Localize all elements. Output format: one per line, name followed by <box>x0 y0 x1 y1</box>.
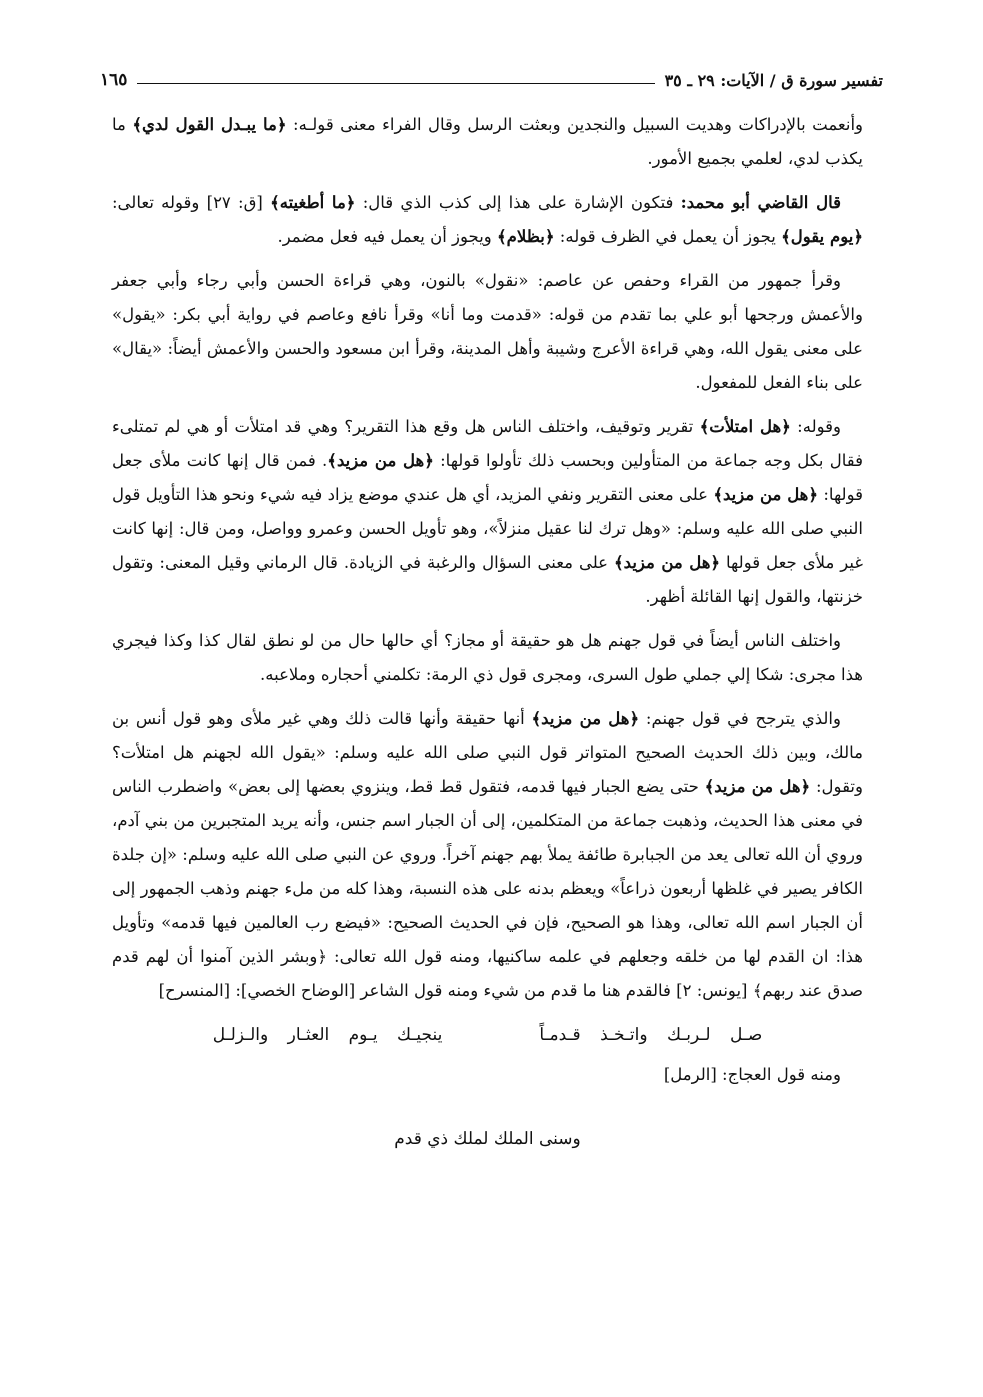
quran-quote: ﴿هل امتلأت﴾ <box>699 417 791 436</box>
quran-quote: ﴿هل من مزيد﴾ <box>327 451 434 470</box>
paragraph-3 <box>112 264 863 400</box>
paragraph-2-text-c: يجوز أن يعمل في الظرف قوله: <box>554 227 782 246</box>
paragraph-4-text-c: . فمن قال إنها كانت ملأى جعل قولها: <box>112 451 863 504</box>
paragraph-1-text-b: ما يكذب لدي، لعلمي بجميع الأمور. <box>112 115 863 168</box>
paragraph-2-text-a: فتكون الإشارة على هذا إلى كذب الذي قال: <box>355 193 681 212</box>
running-header <box>100 62 883 96</box>
page-number: ١٦٥ <box>100 70 128 90</box>
paragraph-3-text: وقرأ جمهور من القراء وحفص عن عاصم: «نقول» بالنون، وهي قراءة الحسن وأبي رجاء وأبي جعفر والأعمش ورجحها أبو علي بما تقدم من قوله: «قدمت وما أنا» وقرأ نافع وعاصم في رواية أبي بكر: «يقول» على معنى يقول الله، وهي قراءة الأعرج وشيبة وأهل المدينة، وقرأ ابن مسعود والحسن والأعمش أيضاً: «يقال» على بناء الفعل للمفعول. <box>112 271 863 392</box>
quran-quote: ﴿هل من مزيد﴾ <box>614 553 721 572</box>
header-rule <box>137 83 654 84</box>
paragraph-4 <box>112 410 863 614</box>
paragraph-4-text-b: تقرير وتوقيف، واختلف الناس هل وقع هذا التقرير؟ وهي قد امتلأت أو هي لم تمتلىء فقال بكل وجه جماعة من المتأولين وبحسب ذلك تأولوا قولها: <box>112 417 863 470</box>
body-text <box>112 108 863 1156</box>
paragraph-4-text-e: على معنى السؤال والرغبة في الزيادة. قال الرماني وقيل المعنى: وتقول خزنتها، والقول إنها القائلة أظهر. <box>112 553 863 606</box>
quran-quote: ﴿هل من مزيد﴾ <box>704 777 811 796</box>
poetry-line <box>112 1122 863 1156</box>
quran-quote: ﴿ما أطغيته﴾ <box>270 193 356 212</box>
poetry-verse <box>112 1018 863 1052</box>
quran-quote: ﴿يوم يقول﴾ <box>781 227 863 246</box>
quran-quote: ﴿ما يبـدل القول لدي﴾ <box>132 115 287 134</box>
paragraph-1 <box>112 108 863 176</box>
paragraph-4-text-a: وقوله: <box>790 417 841 436</box>
quran-quote: ﴿بظلام﴾ <box>497 227 555 246</box>
paragraph-6-text-c: حتى يضع الجبار فيها قدمه، فتقول قط قط، وينزوي بعضها إلى بعض» واضطرب الناس في معنى هذا الحديث، وذهبت جماعة من المتكلمين، إلى أن الجبار اسم جنس، وأنه يريد المتجبرين من بني آدم، وروي أن الله تعالى يعد من الجبابرة طائفة يملأ بهم جهنم آخراً. وروي عن النبي صلى الله عليه وسلم: «إن جلدة الكافر يصير في غلظها أربعون ذراعاً» ويعظم بدنه على هذه النسبة، وهذا كله من ملء جهنم وذهب الجمهور إلى أن الجبار اسم الله تعالى، وهذا هو الصحيح، فإن في الحديث الصحيح: «فيضع رب العالمين فيها قدمه» وتأويل هذا: ان القدم لها من خلقه وجعلهم في علمه ساكنيها، ومنه قول الله تعالى: <box>112 777 864 966</box>
paragraph-4-text-d: على معنى التقرير ونفي المزيد، أي هل عندي موضع يزاد فيه شيء ونحو هذا التأويل قول النبي صلى الله عليه وسلم: «وهل ترك لنا عقيل منزلاً»، وهو تأويل الحسن وعمرو وواصل، ومن قال: إنها كانت غير ملأى جعل قولها <box>112 485 863 572</box>
paragraph-2-text-d: ويجوز أن يعمل فيه فعل مضمر. <box>277 227 498 246</box>
paragraph-5 <box>112 624 863 692</box>
paragraph-7-text: ومنه قول العجاج: [الرمل] <box>663 1065 841 1084</box>
quran-quote: ﴿هل من مزيد﴾ <box>531 709 640 728</box>
paragraph-1-text-a: وأنعمت بالإدراكات وهديت السبيل والنجدين وبعثت الرسل وقال الفراء معنى قولـه: <box>286 115 863 134</box>
verse-hemistich-1: صـل لـربـك واتـخـذ قـدمـاً <box>539 1025 763 1045</box>
paragraph-6-text-a: والذي يترجح في قول جهنم: <box>639 709 841 728</box>
paragraph-7 <box>112 1058 863 1092</box>
verse-hemistich-2: ينجيـك يـوم العثـار والـزلـل <box>212 1025 443 1045</box>
header-title: تفسير سورة ق / الآيات: ٢٩ ـ ٣٥ <box>664 71 883 90</box>
paragraph-5-text: واختلف الناس أيضاً في قول جهنم هل هو حقيقة أو مجاز؟ أي حالها حال من لو نطق لقال كذا وكذا فيجري هذا مجرى: شكا إلي جملي طول السرى، ومجرى قول ذي الرمة: تكلمني أحجاره وملاعبه. <box>112 631 863 684</box>
quran-quote: ﴿وبشر الذين آمنوا أن لهم قدم صدق عند ربهم﴾ <box>112 947 863 1000</box>
quran-quote: ﴿هل من مزيد﴾ <box>713 485 819 504</box>
paragraph-6 <box>112 702 863 1008</box>
paragraph-6-text-d: [يونس: ٢] فالقدم هنا ما قدم من شيء ومنه قول الشاعر [الوضاح الخصي]: [المنسرح] <box>158 981 753 1000</box>
paragraph-6-text-b: أنها حقيقة وأنها قالت ذلك وهي غير ملأى وهو قول أنس بن مالك، وبين ذلك الحديث الصحيح المتواتر قول النبي صلى الله عليه وسلم: «يقول الله لجهنم هل امتلأت؟ وتقول: <box>112 709 863 796</box>
verse-line: وسنى الملك لملك ذي قدم <box>394 1129 581 1149</box>
speaker-label: قال القاضي أبو محمد: <box>680 193 841 212</box>
paragraph-2-text-b: [ق: ٢٧] وقوله تعالى: <box>112 193 271 212</box>
paragraph-2 <box>112 186 863 254</box>
